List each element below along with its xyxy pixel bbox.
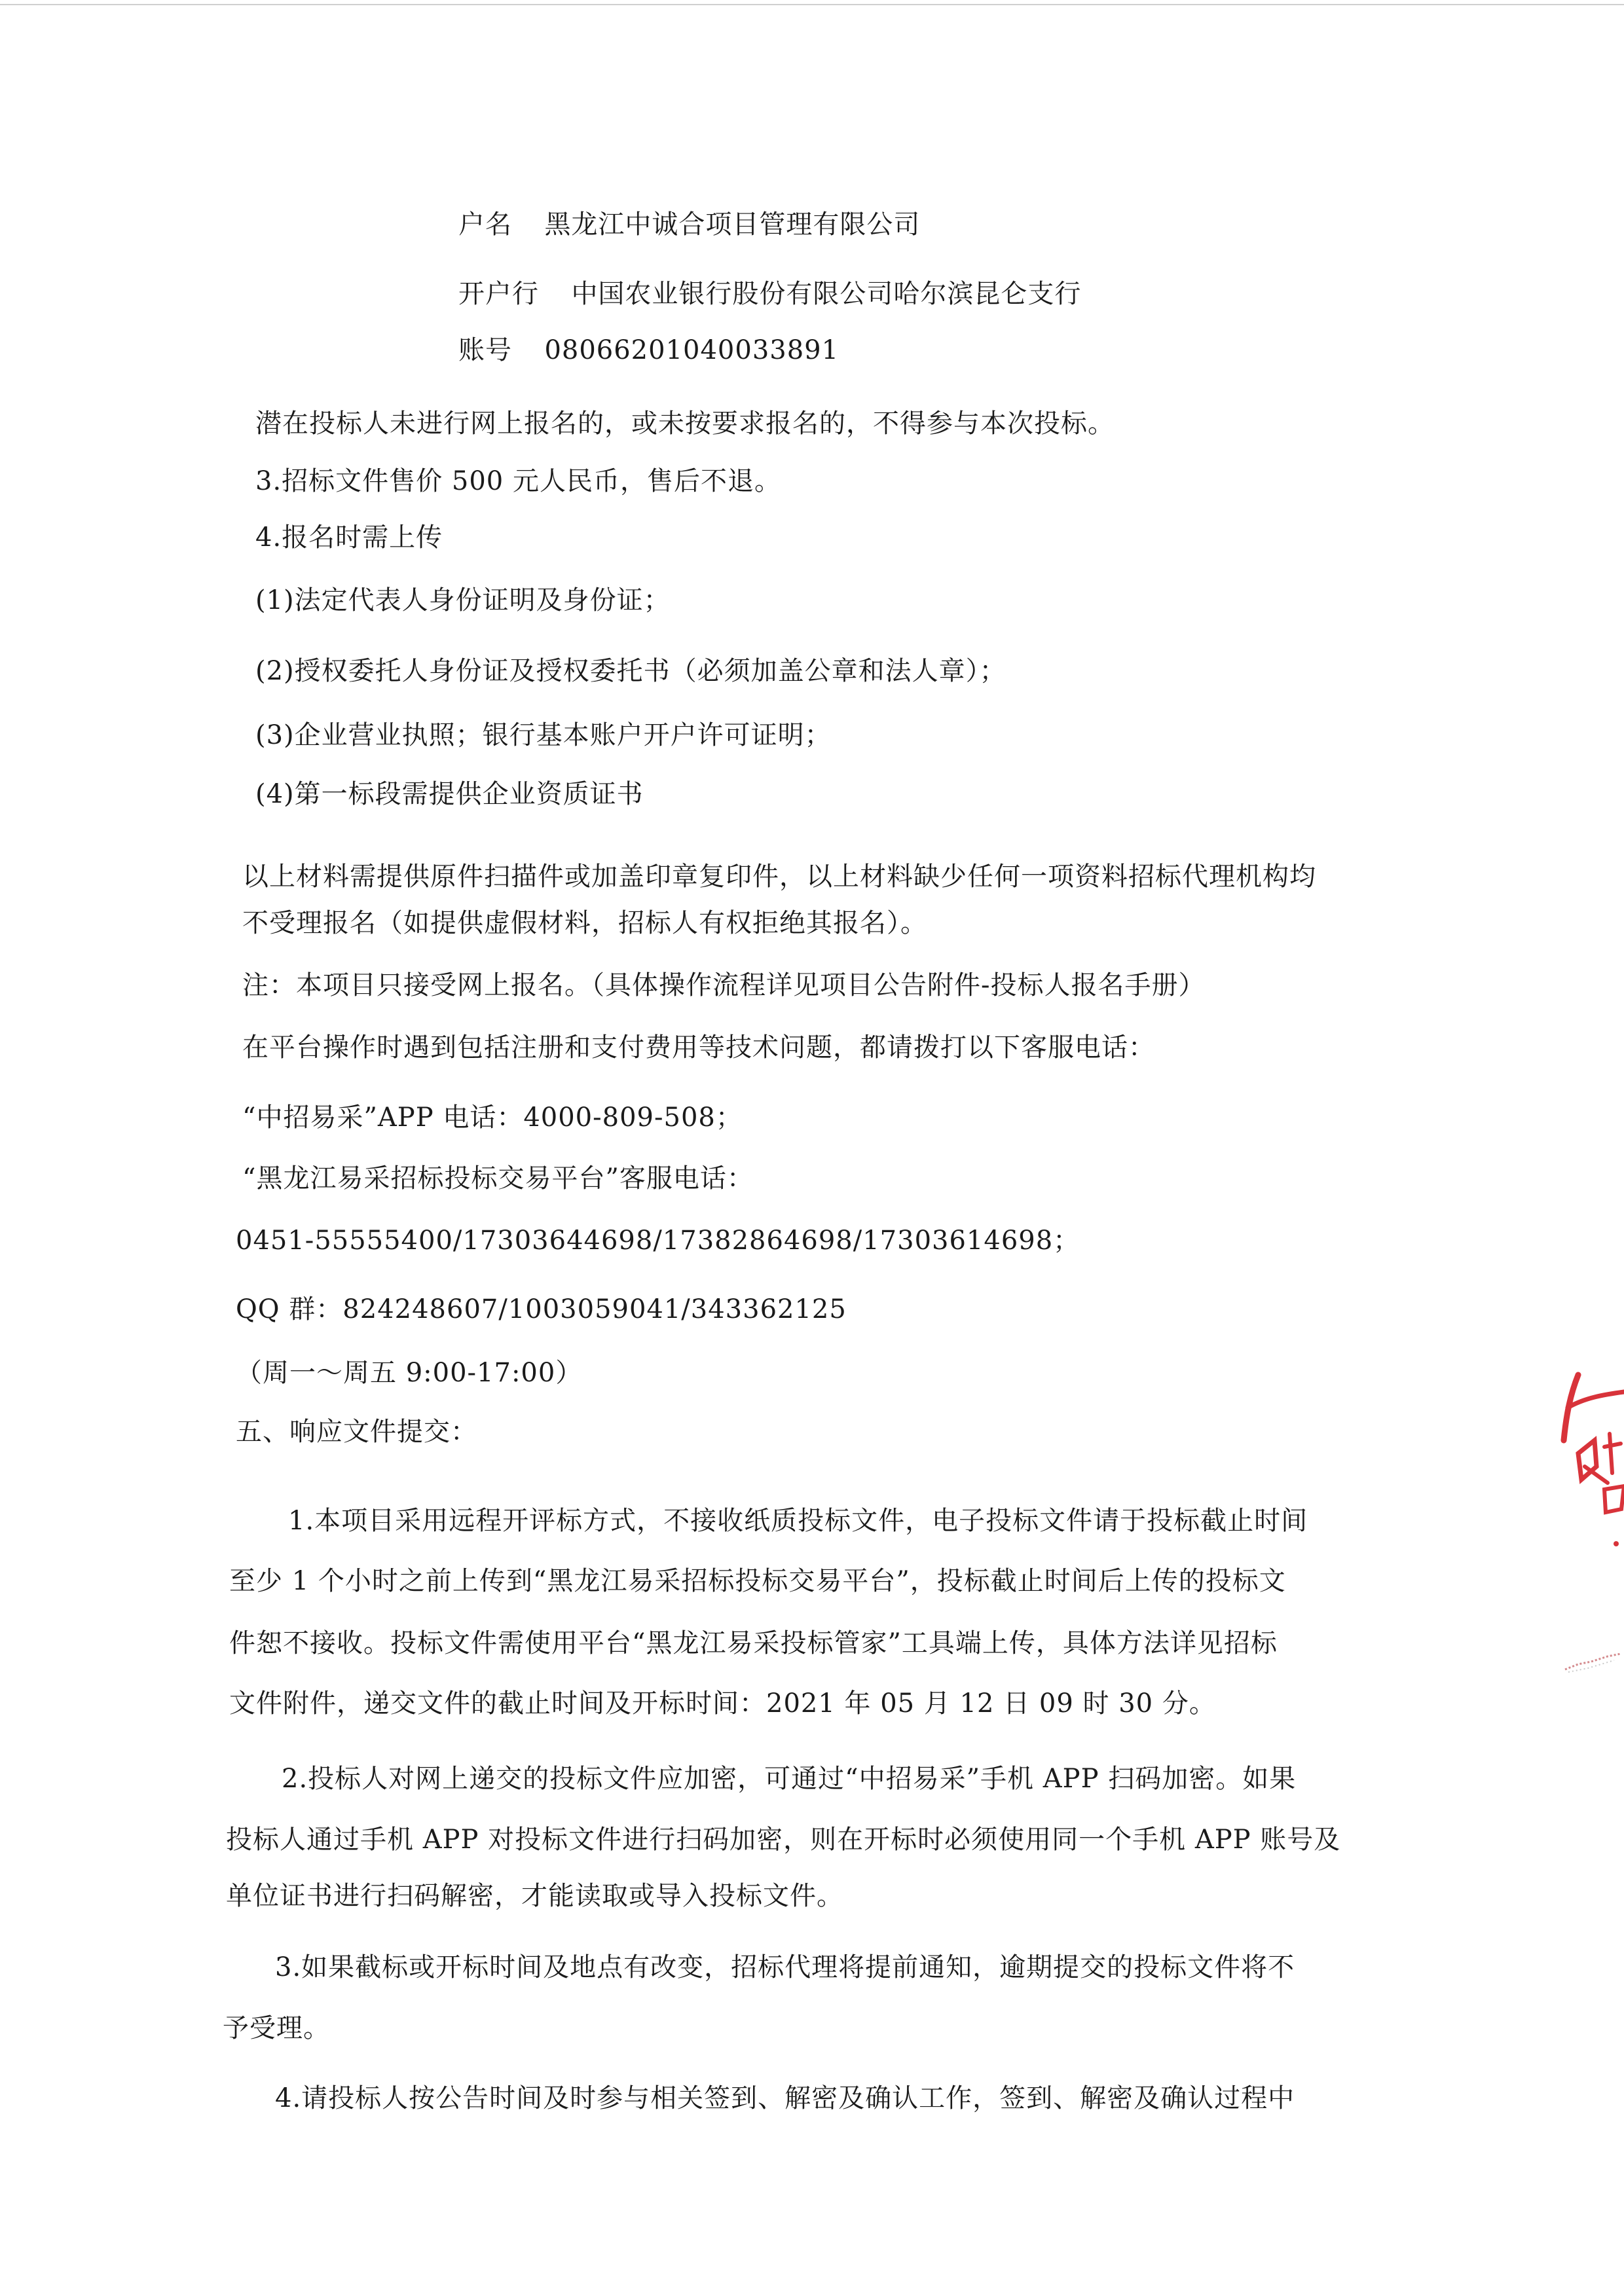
- account-number-value: 08066201040033891: [544, 335, 840, 365]
- paragraph-line: 4.报名时需上传: [255, 522, 443, 553]
- paragraph-line: 注：本项目只接受网上报名。（具体操作流程详见项目公告附件-投标人报名手册）: [242, 970, 1206, 1000]
- scan-mark: [1562, 1650, 1624, 1676]
- red-seal-stamp-icon: [1559, 1368, 1624, 1565]
- account-name-row: [458, 208, 920, 241]
- paragraph-line: 投标人通过手机 APP 对投标文件进行扫码加密，则在开标时必须使用同一个手机 APP 账号及: [226, 1825, 1341, 1855]
- bank-name-row: [458, 278, 1081, 310]
- paragraph-line: 4.请投标人按公告时间及时参与相关签到、解密及确认工作，签到、解密及确认过程中: [275, 2083, 1295, 2113]
- paragraph-line: (1)法定代表人身份证明及身份证；: [255, 585, 671, 615]
- paragraph-line: “中招易采”APP 电话：4000-809-508；: [242, 1102, 743, 1133]
- paragraph-line: (4)第一标段需提供企业资质证书: [255, 779, 644, 809]
- paragraph-line: 1.本项目采用远程开评标方式，不接收纸质投标文件，电子投标文件请于投标截止时间: [288, 1506, 1308, 1536]
- paragraph-line: 以上材料需提供原件扫描件或加盖印章复印件，以上材料缺少任何一项资料招标代理机构均: [242, 862, 1316, 892]
- account-number-label: 账号: [458, 335, 512, 365]
- paragraph-line: 予受理。: [223, 2013, 330, 2043]
- paragraph-line: (3)企业营业执照；银行基本账户开户许可证明；: [255, 720, 832, 750]
- paragraph-line: (2)授权委托人身份证及授权委托书（必须加盖公章和法人章）；: [255, 656, 1006, 686]
- bank-name-label: 开户行: [458, 279, 539, 309]
- paragraph-line: 不受理报名（如提供虚假材料，招标人有权拒绝其报名）。: [242, 908, 927, 938]
- account-name-value: 黑龙江中诚合项目管理有限公司: [544, 210, 921, 240]
- paragraph-line: “黑龙江易采招标投标交易平台”客服电话：: [242, 1163, 754, 1194]
- paragraph-line: 件恕不接收。投标文件需使用平台“黑龙江易采投标管家”工具端上传，具体方法详见招标: [229, 1628, 1278, 1658]
- paragraph-line: QQ 群：824248607/1003059041/343362125: [236, 1294, 847, 1324]
- section-heading: 五、响应文件提交：: [236, 1417, 477, 1447]
- red-seal-stamp-fragment: [1559, 1368, 1624, 1565]
- paragraph-line: 至少 1 个小时之前上传到“黑龙江易采招标投标交易平台”，投标截止时间后上传的投标文: [229, 1566, 1286, 1596]
- account-name-label: 户名: [458, 210, 512, 240]
- scan-edge-line: [0, 4, 1624, 5]
- account-number-row: [458, 334, 839, 367]
- paragraph-line: 0451-55555400/17303644698/17382864698/17303614698；: [236, 1226, 1080, 1256]
- paragraph-line: 2.投标人对网上递交的投标文件应加密，可通过“中招易采”手机 APP 扫码加密。如果: [282, 1764, 1297, 1794]
- paragraph-line: 在平台操作时遇到包括注册和支付费用等技术问题，都请拨打以下客服电话：: [242, 1032, 1155, 1063]
- paragraph-line: 3.如果截标或开标时间及地点有改变，招标代理将提前通知，逾期提交的投标文件将不: [275, 1952, 1295, 1982]
- scan-speckle-icon: [1562, 1650, 1624, 1676]
- paragraph-line: （周一～周五 9:00-17:00）: [236, 1358, 583, 1388]
- paragraph-line: 潜在投标人未进行网上报名的，或未按要求报名的，不得参与本次投标。: [255, 409, 1115, 439]
- paragraph-line: 文件附件，递交文件的截止时间及开标时间：2021 年 05 月 12 日 09 时 30 分。: [229, 1688, 1216, 1719]
- paragraph-line: 单位证书进行扫码解密，才能读取或导入投标文件。: [226, 1881, 843, 1911]
- paragraph-line: 3.招标文件售价 500 元人民币，售后不退。: [255, 466, 781, 496]
- bank-name-value: 中国农业银行股份有限公司哈尔滨昆仑支行: [571, 279, 1082, 309]
